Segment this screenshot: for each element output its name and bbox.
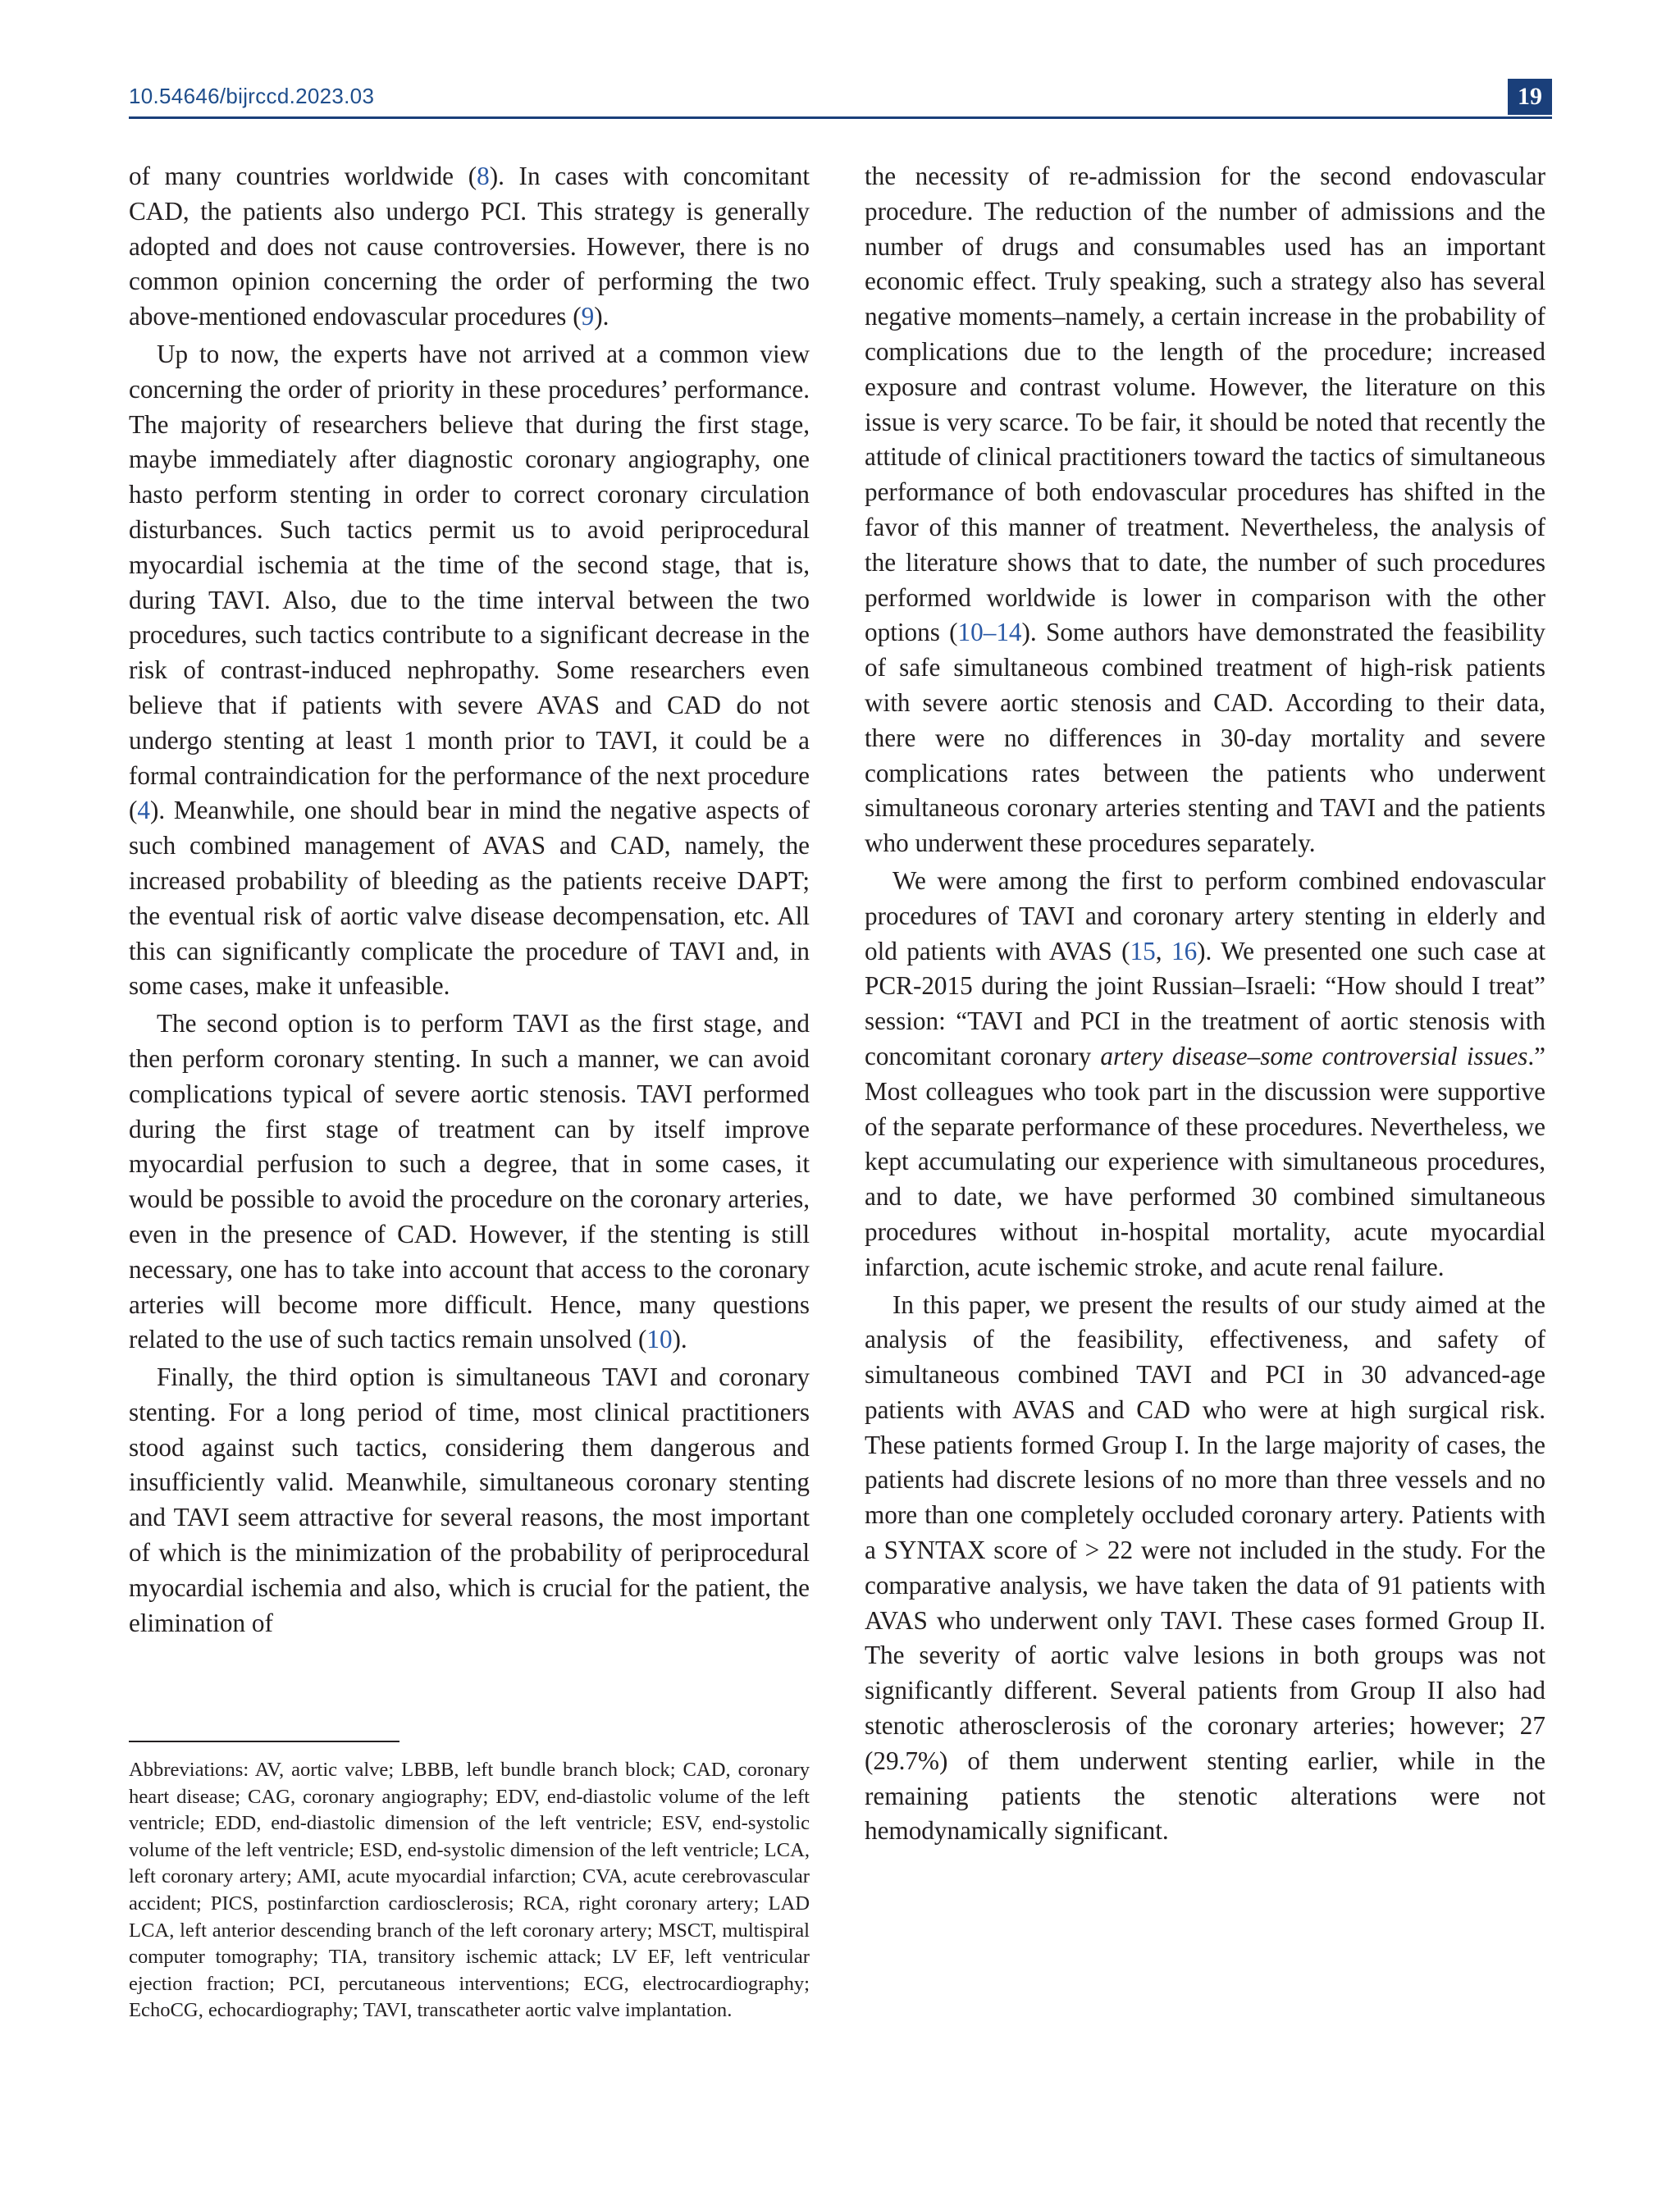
doi-link[interactable]: 10.54646/bijrccd.2023.03 — [129, 84, 375, 108]
paragraph — [129, 1360, 810, 1641]
text-run: ). We presented one such case at PCR-2015 during the joint Russian–Israeli: “How should I treat” session: “TAVI and PCI in the treatment of aortic stenosis with concomitant coronary — [865, 936, 1546, 1070]
citation-link[interactable]: 9 — [581, 302, 595, 331]
text-run: The second option is to perform TAVI as the first stage, and then perform coronary stenting. In such a manner, we can avoid complications typical of severe aortic stenosis. TAVI performed during the first stage of treatment can by itself improve myocardial perfusion to such a degree, that in some cases, it would be possible to avoid the procedure on the coronary arteries, even in the presence of CAD. However, if the stenting is still necessary, one has to take into account that access to the coronary arteries will become more difficult. Hence, many questions related to the use of such tactics remain unsolved ( — [129, 1009, 810, 1354]
citation-link[interactable]: 8 — [477, 162, 490, 190]
page-number: 19 — [1508, 79, 1552, 115]
italic-text: artery disease–some controversial issues — [1100, 1041, 1528, 1070]
right-column — [865, 159, 1545, 1849]
text-run: ). Meanwhile, one should bear in mind the negative aspects of such combined management of AVAS and CAD, namely, the increased probability of bleeding as the patients receive DAPT; the eventual risk of aortic valve disease decompensation, etc. All this can significantly complicate the procedure of TAVI and, in some cases, make it unfeasible. — [129, 796, 810, 1001]
text-run: We were among the first to perform combined endovascular procedures of TAVI and coronary artery stenting in elderly and old patients with AVAS ( — [865, 865, 1545, 965]
text-run: Finally, the third option is simultaneous TAVI and coronary stenting. For a long period of time, most clinical practitioners stood against such tactics, considering them dangerous and insufficiently valid. Meanwhile, simultaneous coronary stenting and TAVI seem attractive for several reasons, the most important of which is the minimization of the probability of periprocedural myocardial ischemia and also, which is crucial for the patient, the elimination of — [129, 1362, 810, 1637]
paragraph — [865, 864, 1545, 1285]
citation-link[interactable]: 15 — [1130, 936, 1156, 965]
citation-link[interactable]: 4 — [137, 796, 150, 825]
text-run: the necessity of re-admission for the second endovascular procedure. The reduction of the number of admissions and the number of drugs and consumables used has an important economic effect. Truly speaking, such a strategy also has several negative moments–namely, a certain increase in the probability of complications due to the length of the procedure; increased exposure and contrast volume. However, the literature on this issue is very scarce. To be fair, it should be noted that recently the attitude of clinical practitioners toward the tactics of simultaneous performance of both endovascular procedures has shifted in the favor of this manner of treatment. Nevertheless, the analysis of the literature shows that to date, the number of such procedures performed worldwide is lower in comparison with the other options ( — [865, 162, 1545, 647]
citation-link[interactable]: 10–14 — [957, 618, 1022, 647]
text-run: ). Some authors have demonstrated the feasibility of safe simultaneous combined treatment of high-risk patients with severe aortic stenosis and CAD. According to their data, there were no differences in 30-day mortality and severe complications rates between the patients who underwent simultaneous coronary arteries stenting and TAVI and the patients who underwent these procedures separately. — [865, 618, 1545, 858]
citation-link[interactable]: 16 — [1171, 936, 1198, 965]
text-run: Up to now, the experts have not arrived at a common view concerning the order of priority in these procedures’ performance. The majority of researchers believe that during the first stage, maybe immediately after diagnostic coronary angiography, one hasto perform stenting in order to correct coronary circulation disturbances. Such tactics permit us to avoid periprocedural myocardial ischemia at the time of the second stage, that is, during TAVI. Also, due to the time interval between the two procedures, such tactics contribute to a significant decrease in the risk of contrast-induced nephropathy. Some researchers even believe that if patients with severe AVAS and CAD do not undergo stenting at least 1 month prior to TAVI, it could be a formal contraindication for the performance of the next procedure ( — [129, 339, 810, 825]
citation-link[interactable]: 10 — [646, 1325, 673, 1354]
paragraph — [129, 337, 810, 1004]
abbreviations-footnote: Abbreviations: AV, aortic valve; LBBB, left bundle branch block; CAD, coronary heart disease; CAG, coronary angiography; EDV, end-diastolic volume of the left ventricle; EDD, end-diastolic dimension of the left ventricle; ESV, end-systolic volume of the left ventricle; ESD, end-systolic dimension of the left ventricle; LCA, left coronary artery; AMI, acute myocardial infarction; CVA, acute cerebrovascular accident; PICS, postinfarction cardiosclerosis; RCA, right coronary artery; LAD LCA, left anterior descending branch of the left coronary artery; MSCT, multispiral computer tomography; TIA, transitory ischemic attack; LV EF, left ventricular ejection fraction; PCI, percutaneous interventions; ECG, electrocardiography; EchoCG, echocardiography; TAVI, transcatheter aortic valve implantation. — [129, 1759, 810, 2022]
text-run: ). — [594, 302, 609, 331]
header-rule — [129, 116, 1552, 119]
left-column — [129, 159, 810, 1641]
page-header — [129, 79, 1552, 118]
text-run: .” Most colleagues who took part in the discussion were supportive of the separate performance of these procedures. Nevertheless, we kept accumulating our experience with simultaneous procedures, and to date, we have performed 30 combined simultaneous procedures without in-hospital mortality, acute myocardial infarction, acute ischemic stroke, and acute renal failure. — [865, 1041, 1545, 1281]
footnote-rule — [129, 1741, 399, 1742]
text-run: ). — [672, 1325, 687, 1354]
paragraph — [129, 159, 810, 335]
text-run: of many countries worldwide ( — [129, 162, 477, 190]
text-run: , — [1155, 936, 1171, 965]
paragraph — [865, 1288, 1545, 1850]
text-run: In this paper, we present the results of our study aimed at the analysis of the feasibility, effectiveness, and safety of simultaneous combined TAVI and PCI in 30 advanced-age patients with AVAS and CAD who were at high surgical risk. These patients formed Group I. In the large majority of cases, the patients had discrete lesions of no more than three vessels and no more than one completely occluded coronary artery. Patients with a SYNTAX score of > 22 were not included in the study. For the comparative analysis, we have taken the data of 91 patients with AVAS who underwent only TAVI. These cases formed Group II. The severity of aortic valve lesions in both groups was not significantly different. Several patients from Group II also had stenotic atherosclerosis of the coronary arteries; however; 27 (29.7%) of them underwent stenting earlier, while in the remaining patients the stenotic alterations were not hemodynamically significant. — [865, 1289, 1545, 1846]
paragraph — [129, 1006, 810, 1358]
text-run: ). In cases with concomitant CAD, the patients also undergo PCI. This strategy is generally adopted and does not cause controversies. However, there is no common opinion concerning the order of performing the two above-mentioned endovascular procedures ( — [129, 162, 810, 331]
paragraph — [865, 159, 1545, 861]
